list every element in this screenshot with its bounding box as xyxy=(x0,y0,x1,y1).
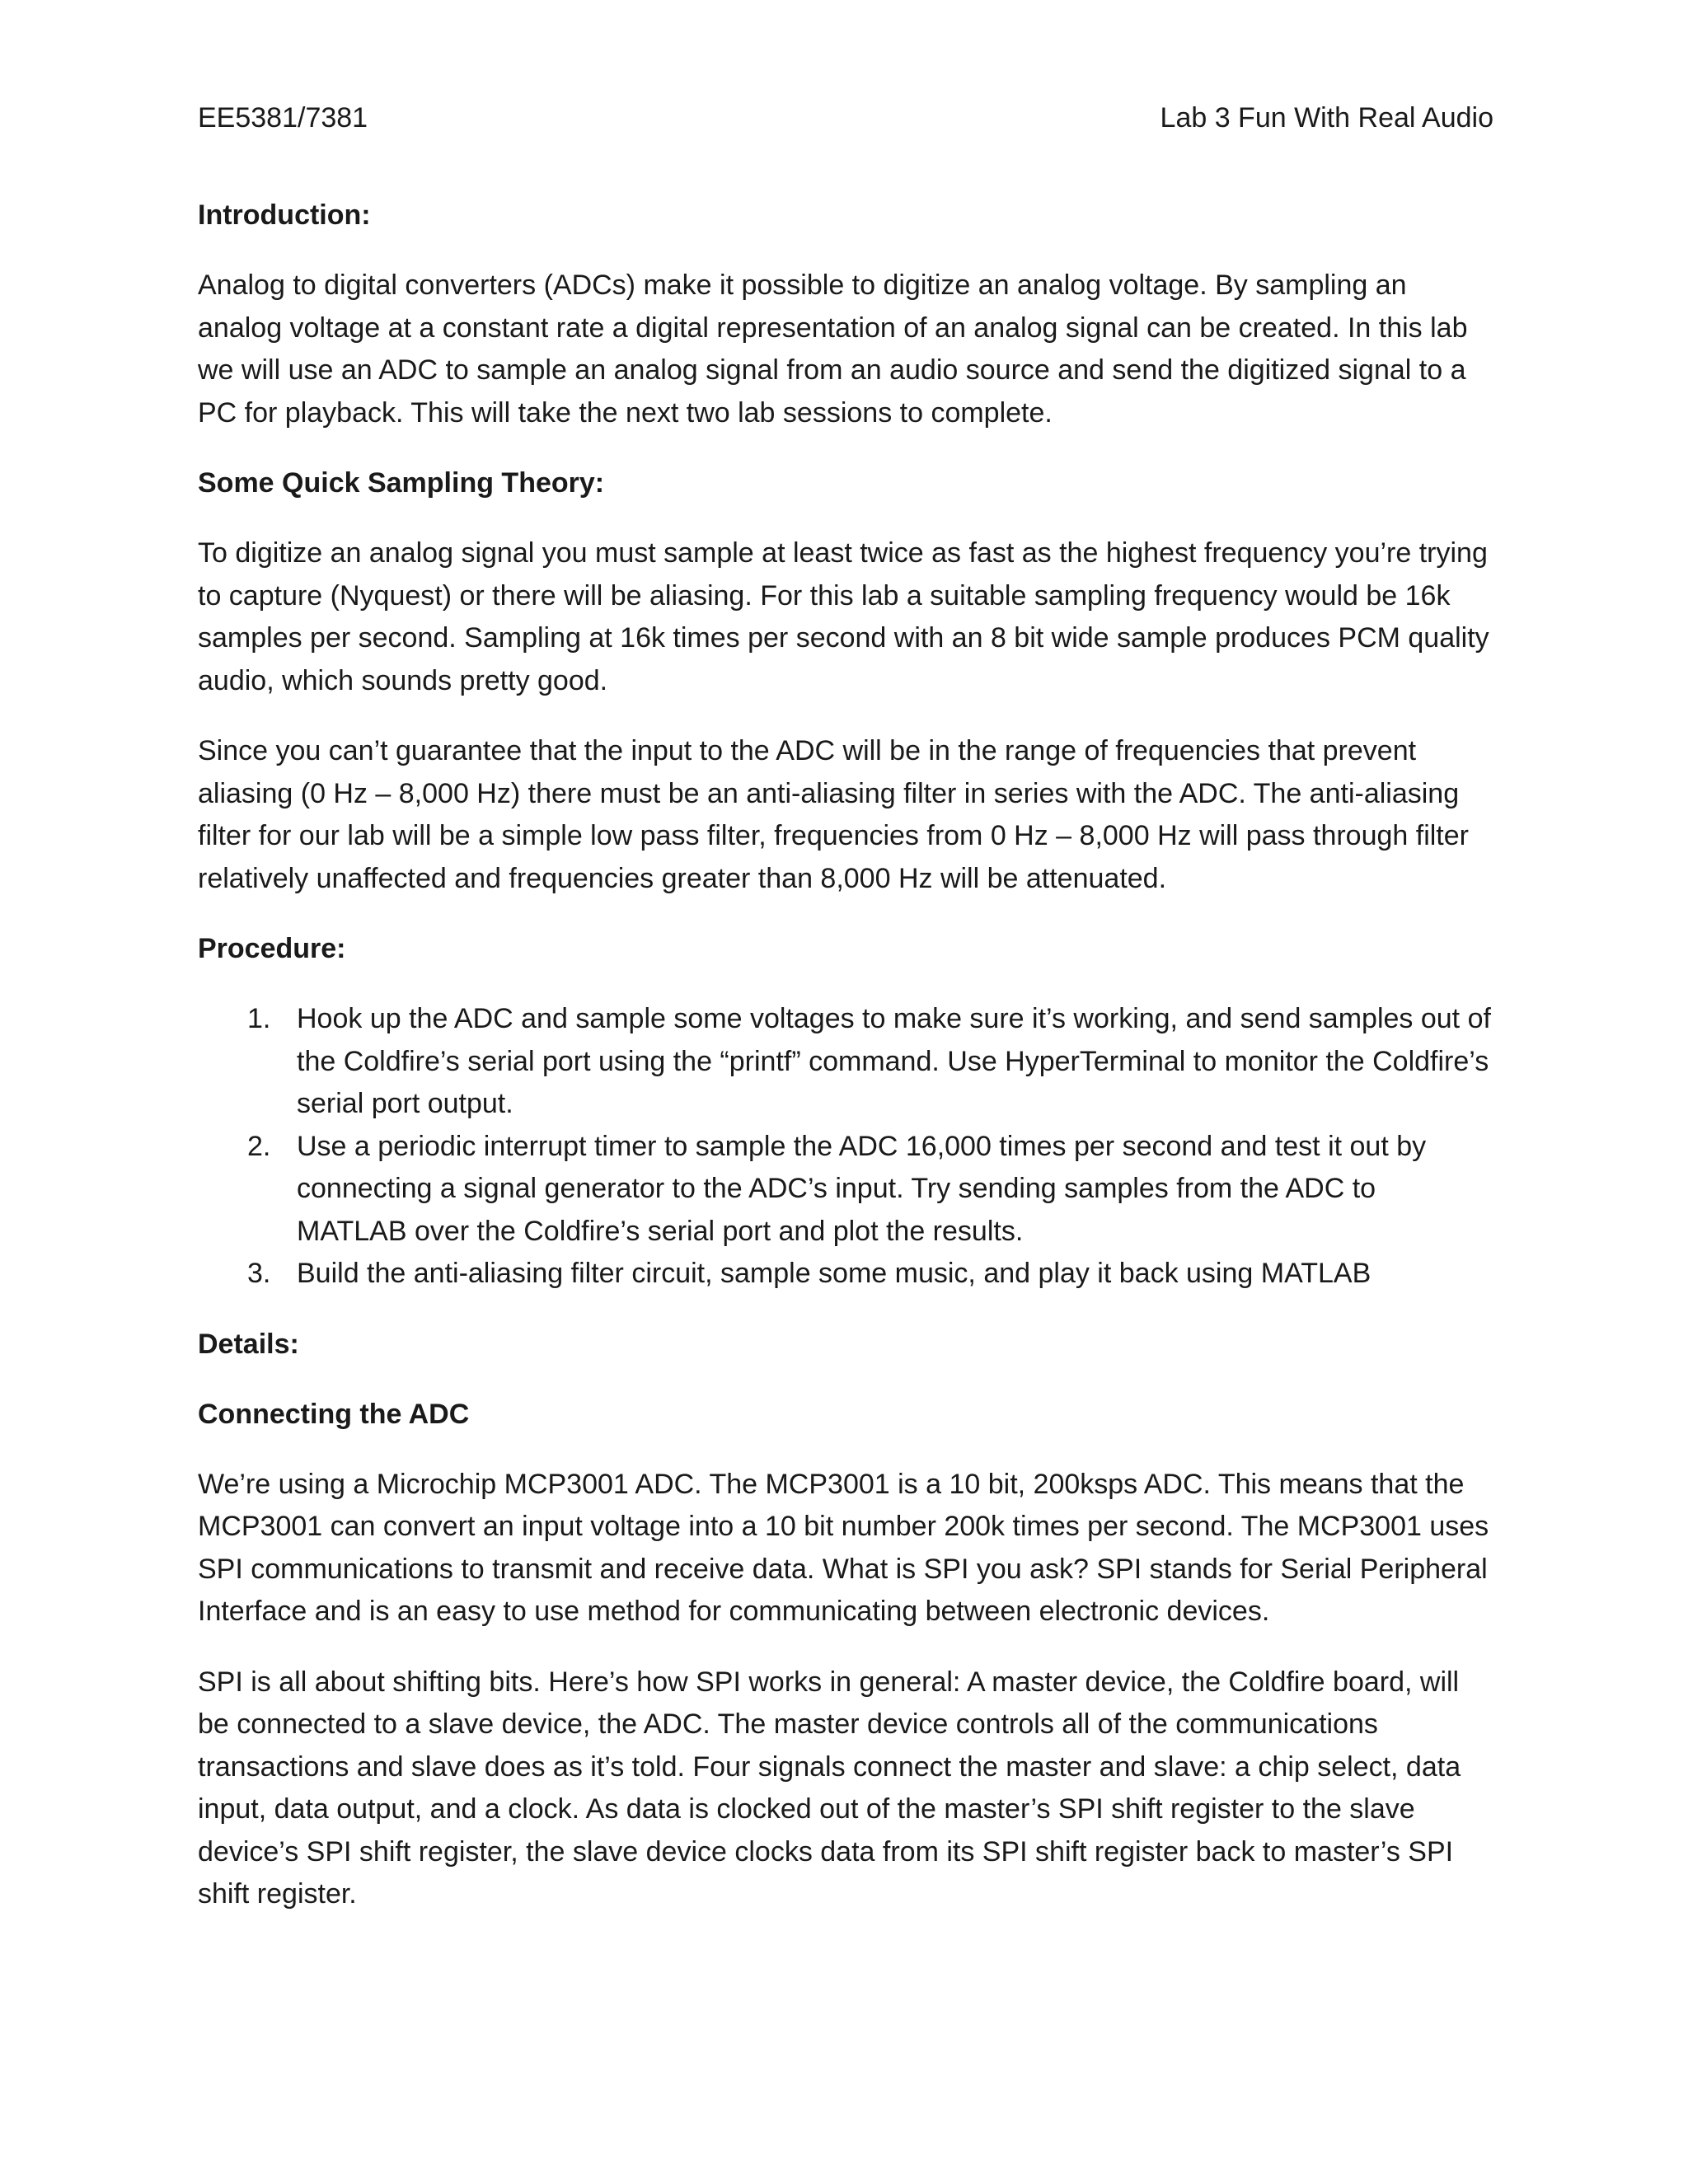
sampling-theory-paragraph-1: To digitize an analog signal you must sample at least twice as fast as the highest frequency you’re trying to capture (Nyquest) or there will be aliasing. For this lab a suitable sampling frequency would be 16k samples per second. Sampling at 16k times per second with an 8 bit wide sample produces PCM quality audio, which sounds pretty good. xyxy=(198,537,1489,696)
step-number: 1. xyxy=(247,1003,271,1034)
details-heading: Details: xyxy=(198,1328,299,1360)
introduction-heading: Introduction: xyxy=(198,199,371,231)
sampling-theory-paragraph-2: Since you can’t guarantee that the input to the ADC will be in the range of frequencies that prevent aliasing (0 Hz – 8,000 Hz) there must be an anti-aliasing filter in series with the ADC. The anti-aliasing filter for our lab will be a simple low pass filter, frequencies from 0 Hz – 8,000 Hz will pass through filter relatively unaffected and frequencies greater than 8,000 Hz will be attenuated. xyxy=(198,735,1469,894)
course-code: EE5381/7381 xyxy=(198,102,368,134)
sampling-theory-heading: Some Quick Sampling Theory: xyxy=(198,467,605,499)
list-item xyxy=(198,1126,1493,1254)
step-text: Build the anti-aliasing filter circuit, sample some music, and play it back using MATLAB xyxy=(297,1258,1372,1289)
step-number: 2. xyxy=(247,1130,271,1162)
list-item xyxy=(198,1253,1493,1296)
lab-title: Lab 3 Fun With Real Audio xyxy=(1160,102,1493,134)
step-text: Use a periodic interrupt timer to sample the ADC 16,000 times per second and test it out by connecting a signal generator to the ADC’s input. Try sending samples from the ADC to MATLAB over the Coldfire’s serial port and plot the results. xyxy=(297,1130,1427,1247)
step-text: Hook up the ADC and sample some voltages to make sure it’s working, and send samples out of the Coldfire’s serial port using the “printf” command. Use HyperTerminal to monitor the Coldfire’s serial port output. xyxy=(297,1003,1491,1119)
list-item xyxy=(198,998,1493,1126)
procedure-heading: Procedure: xyxy=(198,933,346,964)
document-body xyxy=(198,194,1493,1944)
connecting-adc-paragraph-1: We’re using a Microchip MCP3001 ADC. The MCP3001 is a 10 bit, 200ksps ADC. This means that the MCP3001 can convert an input voltage into a 10 bit number 200k times per second. The MCP3001 uses SPI communications to transmit and receive data. What is SPI you ask? SPI stands for Serial Peripheral Interface and is an easy to use method for communicating between electronic devices. xyxy=(198,1468,1489,1627)
page-header xyxy=(198,99,1493,137)
connecting-adc-heading: Connecting the ADC xyxy=(198,1398,470,1430)
procedure-steps-list xyxy=(198,998,1493,1296)
document-page xyxy=(198,0,1493,2184)
introduction-paragraph: Analog to digital converters (ADCs) make it possible to digitize an analog voltage. By sampling an analog voltage at a constant rate a digital representation of an analog signal can be created. In this lab we will use an ADC to sample an analog signal from an audio source and send the digitized signal to a PC for playback. This will take the next two lab sessions to complete. xyxy=(198,269,1468,429)
step-number: 3. xyxy=(247,1258,271,1289)
connecting-adc-paragraph-2: SPI is all about shifting bits. Here’s how SPI works in general: A master device, the Coldfire board, will be connected to a slave device, the ADC. The master device controls all of the communications transactions and slave does as it’s told. Four signals connect the master and slave: a chip select, data input, data output, and a clock. As data is clocked out of the master’s SPI shift register to the slave device’s SPI shift register, the slave device clocks data from its SPI shift register back to master’s SPI shift register. xyxy=(198,1666,1461,1910)
